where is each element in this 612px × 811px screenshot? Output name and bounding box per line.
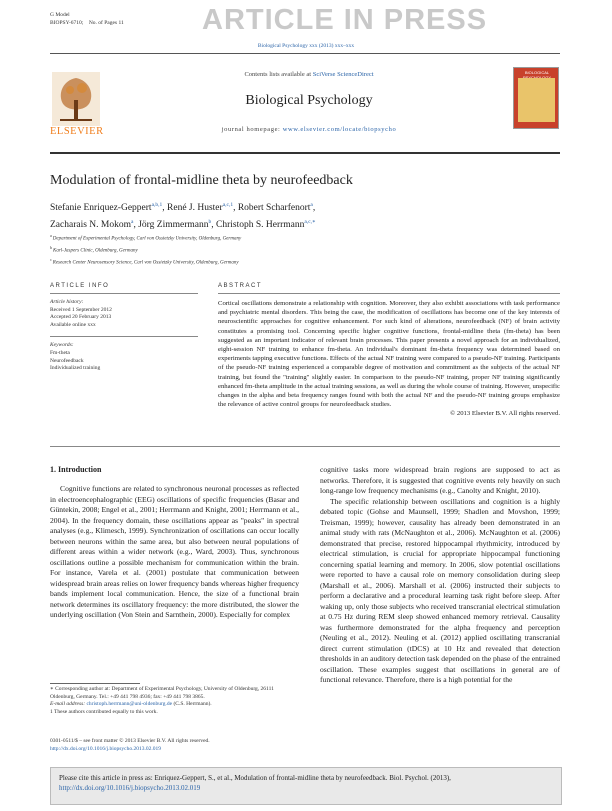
citation-doi-link[interactable]: http://dx.doi.org/10.1016/j.biopsycho.2013.02.019 (59, 784, 201, 792)
authors-line-1: Stefanie Enriquez-Geppert$^{a,b,1}$, René J. Huster$^{a,c,1}$, Robert Scharfenort$^a$, (50, 202, 316, 214)
article-code: BIOPSY-6710; No. of Pages 11 (50, 20, 124, 26)
contents-line: Contents lists available at SciVerse ScienceDirect (244, 71, 374, 78)
homepage-link[interactable]: www.elsevier.com/locate/biopsycho (282, 126, 397, 133)
cover-title: BIOLOGICAL (524, 70, 550, 75)
email-link[interactable]: christoph.herrmann@uni-oldenburg.de (86, 701, 173, 707)
article-title: Modulation of frontal-midline theta by neurofeedback (50, 173, 353, 188)
affiliation-item: $^a$ Department of Experimental Psychology, Carl von Ossietzky University, Oldenburg, Germany (50, 233, 242, 242)
issn-line: 0301-0511/$ – see front matter © 2013 Elsevier B.V. All rights reserved. (50, 738, 210, 744)
elsevier-tree-icon (52, 72, 100, 130)
footnotes (50, 686, 299, 716)
corresponding-author-note: ∗ Corresponding author at: Department of Experimental Psychology, University of Oldenburg, 26111 Oldenburg, Germany. Tel.: +49 441 798 4936; fax: +49 441 798 3865. (50, 686, 274, 700)
abstract-divider (218, 293, 560, 294)
keywords-label: Keywords: (50, 342, 74, 349)
author-list (50, 198, 560, 232)
citation-box (50, 767, 562, 805)
keyword: Neurofeedback (50, 357, 84, 364)
intro-paragraph: Cognitive functions are related to synchronous neuronal processes as reflected in electroencephalographic (EEG) oscillations of specific frequencies (Basar and Güntekin, 2008; Engel et al., 2001; Herrmann and Knight, 2001; Herrmann et al., 2004). In the frequency domain, these oscillations appear as "peaks" in spectral analyses (e.g., Klimesch, 1999). Synchronization of oscillations can occur locally between neurons within the same area, but also between neural populations of different areas within a wider network (e.g., Ward, 2003). Thus, synchronous oscillations outline a possible mechanism for communication within the brain. For instance, Varela et al. (2001) postulate that communication between widespread brain areas relies on lower frequency bands whereas higher frequency bands implement local communication. Hence, the size of a functional brain network determines its oscillatory frequency: the more distributed, the slower the underlying oscillation (Von Stein and Sarnthein, 2000). Especially for complex (50, 484, 299, 619)
equal-contribution-note: 1 These authors contributed equally to this work. (50, 708, 158, 715)
keyword: Individualized training (50, 365, 101, 372)
authors-line-2: Zacharais N. Mokom$^a$, Jörg Zimmermann$^b$, Christoph S. Herrmann$^{a,c,∗}$ (50, 219, 316, 231)
abstract-text: Cortical oscillations demonstrate a relationship with cognition. Moreover, they also exhibit associations with task performance and psychiatric mental disorders. This being the case, the modification of oscillations has become one of the key interests of neuroscientific approaches for cognitive enhancement. For such kind of alterations, neurofeedback (NF) of brain activity constitutes a promising tool. Concerning specific higher cognitive functions, frontal-midline theta (fm-theta) has been suggested as an important indicator of relevant brain processes. This paper presents a novel approach for an individualized, eight-session NF training to enhance fm-theta. An individual's dominant fm-theta frequency was determined based on experiments tapping executive functions. Effects of the actual NF training were compared to a pseudo-NF training. Participants of the pseudo-NF training experienced a comparable degree of motivation and commitment as the subjects of the actual NF training, but found the "training" slightly easier. In comparison to the pseudo-NF training, proper NF training significantly enhanced fm-theta amplitude in the actual training sessions, as well as during the whole course of training. However, unspecific changes in the alpha and beta frequency ranges found with both the actual NF and the pseudo-NF training groups emphasize the relevance of active control groups for neurofeedback studies. (218, 300, 560, 409)
author-name: Christoph S. Herrmann (215, 220, 305, 231)
author-name: Zacharais N. Mokom (50, 220, 131, 231)
author-affiliation-marker[interactable]: a,c,1 (222, 202, 234, 208)
journal-homepage: journal homepage: www.elsevier.com/locate/biopsycho (221, 126, 397, 133)
author-name: Robert Scharfenort (237, 203, 311, 214)
journal-title: Biological Psychology (245, 93, 373, 108)
email-note: E-mail address: christoph.herrmann@uni-oldenburg.de (C.S. Herrmann). (50, 701, 212, 707)
top-meta (50, 11, 124, 27)
article-history (50, 299, 198, 329)
online-date: Available online xxx (50, 321, 96, 328)
author-name: René J. Huster (167, 203, 223, 214)
author-name: Stefanie Enriquez-Geppert (50, 203, 152, 214)
info-divider-2 (50, 336, 198, 337)
author-affiliation-marker[interactable]: a,c,∗ (304, 219, 316, 226)
author-name: Jörg Zimmermann (138, 220, 209, 231)
author-affiliation-marker[interactable]: b (208, 219, 212, 226)
intro-paragraph: cognitive tasks more widespread brain regions are supposed to act as networks. Therefore, it is suggested that cognitive events rely heavily on such long-range low frequency mechanisms (e.g., Canolty and Knight, 2010). (320, 465, 560, 495)
header-divider (50, 53, 560, 54)
affiliation-item: $^b$ Karl-Jaspers Clinic, Oldenburg, Germany (50, 245, 138, 254)
article-in-press-banner: ARTICLE IN PRESS (202, 4, 488, 36)
elsevier-wordmark: ELSEVIER (50, 126, 104, 137)
sciencedirect-link[interactable]: SciVerse ScienceDirect (312, 71, 374, 78)
intro-left-column (50, 484, 299, 621)
keywords (50, 342, 198, 372)
gmodel-label: G Model (50, 12, 70, 18)
author-affiliation-marker[interactable]: a,b,1 (151, 202, 163, 208)
doi-link[interactable]: http://dx.doi.org/10.1016/j.biopsycho.2013.02.019 (50, 745, 161, 752)
received-date: Received 1 September 2012 (50, 306, 112, 313)
intro-right-column (320, 465, 560, 686)
intro-paragraph: The specific relationship between oscillations and cognition is a highly debated topic (Gohse and Maunsell, 1999; Shadlen and Movshon, 1999; Treisman, 1999); however, causality has already been demonstrated in an animal study with rats (McNaughton et al., 2006). McNaughton et al. (2006) demonstrated that precise, restored hippocampal rhythmicity, introduced by electrical stimulation, is crucial for appropriate hippocampal functioning concerning spatial learning and memory. In 2006, slow potential oscillations were reported to have a causal role on memory consolidation during sleep (Marshall et al., 2006). Marshall et al. (2006) instructed their subjects to perform a declarative and a procedural learning task right before sleep. After waking up, only those subjects who received transcranial electrical stimulation at 0.75 Hz during REM sleep showed enhanced memory retrieval. Causality was furthermore demonstrated for the alpha frequency and perception (Neuling et al., 2012). Neuling et al. (2012) applied oscillating transcranial direct current stimulation (tDCS) at 10 Hz and revealed that detection thresholds in an auditory detection task depended on the phase of the entrained oscillation. These examples suggest that oscillations in general are of functional relevance. Therefore, there is a high potential for the (320, 496, 560, 684)
citation-text: Please cite this article in press as: Enriquez-Geppert, S., et al., Modulation of frontal-midline theta by neurofeedback. Biol. Psychol. (2013), (59, 774, 451, 782)
abstract-heading: ABSTRACT (218, 283, 263, 289)
journal-cover (513, 67, 559, 129)
journal-header-rule (50, 152, 560, 154)
history-label: Article history: (50, 299, 84, 305)
abstract-rule (50, 446, 560, 447)
abstract-copyright: © 2013 Elsevier B.V. All rights reserved. (450, 410, 560, 418)
author-affiliation-marker[interactable]: a (131, 219, 134, 226)
issn-block (50, 738, 350, 753)
article-info-heading: ARTICLE INFO (50, 283, 110, 289)
intro-heading: 1. Introduction (50, 465, 102, 474)
info-divider (50, 293, 198, 294)
journal-reference[interactable]: Biological Psychology xxx (2013) xxx–xxx (257, 43, 355, 49)
keyword: Fm-theta (50, 349, 70, 356)
cover-image (518, 78, 555, 122)
accepted-date: Accepted 20 February 2013 (50, 314, 112, 321)
abstract (218, 283, 560, 417)
author-affiliation-marker[interactable]: a (310, 202, 313, 208)
footnote-rule (50, 683, 140, 684)
affiliation-item: $^c$ Research Center Neurosensory Science, Carl von Ossietzky University, Oldenburg, Germany (50, 257, 239, 266)
article-info (50, 283, 198, 373)
affiliations (50, 232, 560, 268)
